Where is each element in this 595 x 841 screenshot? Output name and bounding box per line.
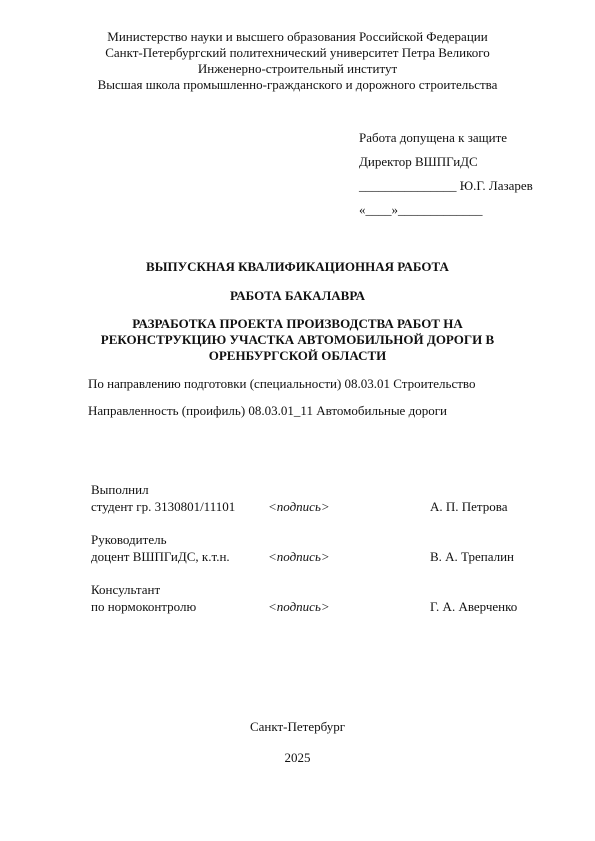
- signature-placeholder: <подпись>: [268, 599, 330, 614]
- topic-line: РАЗРАБОТКА ПРОЕКТА ПРОИЗВОДСТВА РАБОТ НА: [132, 316, 463, 331]
- date-line: «____»_____________: [359, 202, 483, 217]
- speciality-line: По направлению подготовки (специальности) 08.03.01 Строительство: [88, 376, 476, 391]
- director-signature-line: _______________ Ю.Г. Лазарев: [359, 178, 533, 193]
- signature-placeholder: <подпись>: [268, 549, 330, 564]
- person-name: В. А. Трепалин: [430, 549, 515, 564]
- organization-header: [0, 29, 595, 93]
- topic-heading: [0, 316, 595, 364]
- signature-table: [91, 481, 561, 631]
- role-cell: [91, 481, 235, 515]
- director-line: Директор ВШПГиДС: [359, 154, 478, 169]
- role-title: Выполнил: [91, 482, 149, 497]
- ministry-line: Министерство науки и высшего образования Российской Федерации: [107, 29, 488, 44]
- topic-line: ОРЕНБУРГСКОЙ ОБЛАСТИ: [208, 348, 387, 363]
- role-title: Консультант: [91, 582, 161, 597]
- person-name: А. П. Петрова: [430, 499, 508, 514]
- role-title: Руководитель: [91, 532, 167, 547]
- role-detail: доцент ВШПГиДС, к.т.н.: [91, 549, 230, 564]
- degree-heading: РАБОТА БАКАЛАВРА: [230, 288, 365, 303]
- role-cell: [91, 581, 196, 615]
- role-cell: [91, 531, 230, 565]
- title-block: [0, 259, 595, 364]
- work-type-heading: ВЫПУСКНАЯ КВАЛИФИКАЦИОННАЯ РАБОТА: [146, 259, 449, 274]
- signature-row-consultant: [91, 581, 561, 631]
- university-line: Санкт-Петербургский политехнический университет Петра Великого: [105, 45, 490, 60]
- admitted-line: Работа допущена к защите: [359, 130, 508, 145]
- signature-row-student: [91, 481, 561, 531]
- signature-placeholder: <подпись>: [268, 499, 330, 514]
- approval-block: [359, 130, 533, 226]
- role-detail: по нормоконтролю: [91, 599, 197, 614]
- person-name: Г. А. Аверченко: [430, 599, 518, 614]
- role-detail: студент гр. 3130801/11101: [91, 499, 236, 514]
- topic-line: РЕКОНСТРУКЦИЮ УЧАСТКА АВТОМОБИЛЬНОЙ ДОРОГИ В: [100, 332, 495, 347]
- city-line: Санкт-Петербург: [249, 719, 346, 734]
- profile-line: Направленность (проифиль) 08.03.01_11 Автомобильные дороги: [88, 403, 447, 418]
- school-line: Высшая школа промышленно-гражданского и дорожного строительства: [97, 77, 498, 92]
- signature-row-supervisor: [91, 531, 561, 581]
- year-line: 2025: [284, 750, 311, 765]
- institute-line: Инженерно-строительный институт: [197, 61, 398, 76]
- direction-block: [88, 376, 475, 430]
